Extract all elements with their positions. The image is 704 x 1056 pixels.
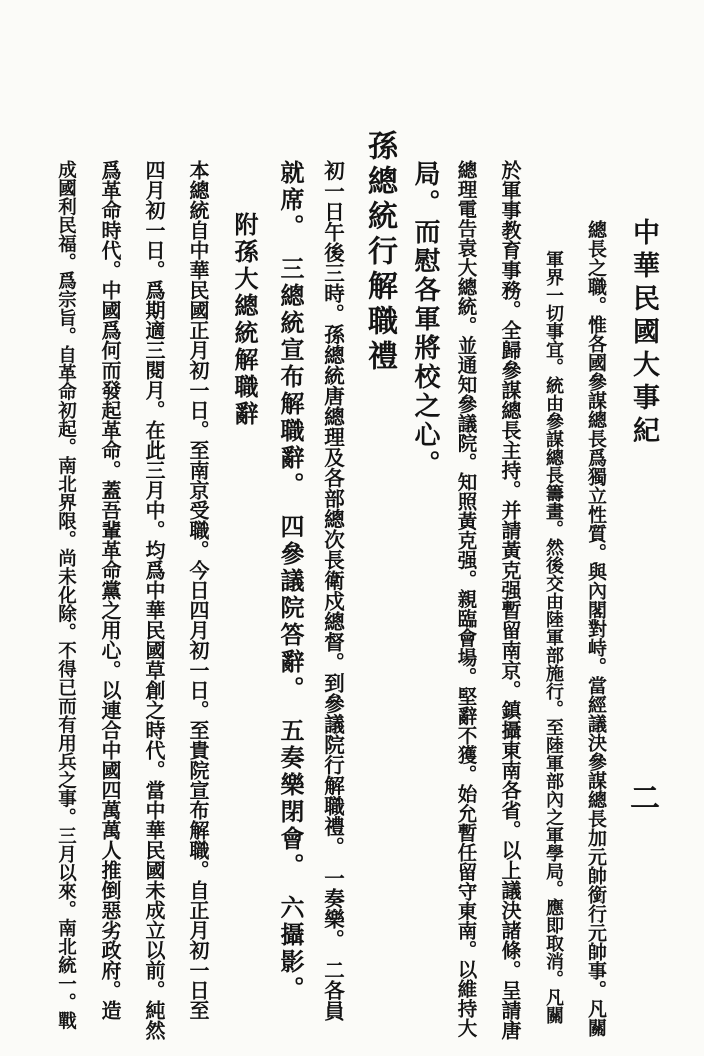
text-column: 總理電告袁大總統。並通知參議院。知照黃克强。親臨會場。堅辭不獲。始允暫任留守東南。以維持大 bbox=[454, 160, 478, 1038]
text-column: 就席。 三總統宣布解職辭。 四參議院答辭。 五奏樂閉會。 六攝影。 bbox=[276, 160, 305, 1003]
text-column: 四月初一日。爲期適三閱月。在此三月中。均爲中華民國草創之時代。當中華民國未成立以前。純然 bbox=[142, 160, 166, 1040]
text-column: 初一日午後三時。孫總統唐總理及各部總次長衛戍總督。到參議院行解職禮。 一奏樂。 二各員 bbox=[320, 160, 345, 1021]
text-column: 總長之職。惟各國參謀總長爲獨立性質。與內閣對峙。當經議決參謀總長加元帥銜行元帥事。凡關 bbox=[585, 220, 607, 1037]
text-column: 本總統自中華民國正月初一日。至南京受職。今日四月初一日。至貴院宣布解職。自正月初一日至 bbox=[186, 160, 210, 1020]
section-heading: 孫總統行解職禮 bbox=[362, 130, 397, 375]
subsection-heading: 附孫大總統解職辭 bbox=[230, 212, 259, 428]
text-column: 軍界一切事宜。統由參謀總長籌畫。然後交由陸軍部施行。至陸軍部內之軍學局。應即取消。凡關 bbox=[543, 250, 564, 1024]
book-title: 中華民國大事紀 bbox=[628, 218, 659, 449]
page-number: 二 bbox=[624, 782, 659, 815]
text-column: 爲革命時代。中國爲何而發起革命。蓋吾輩革命黨之用心。以連合中國四萬萬人推倒惡劣政府。造 bbox=[98, 160, 122, 1020]
text-column: 局。而慰各軍將校之心。 bbox=[410, 160, 440, 479]
text-column: 於軍事教育事務。全歸參謀總長主持。并請黃克强暫留南京。鎮攝東南各省。以上議決諸條。呈請唐 bbox=[498, 160, 522, 1040]
text-column: 成國利民福。爲宗旨。自革命初起。南北界限。尚未化除。不得已而有用兵之事。三月以來。南北統一。戰 bbox=[55, 160, 77, 1030]
